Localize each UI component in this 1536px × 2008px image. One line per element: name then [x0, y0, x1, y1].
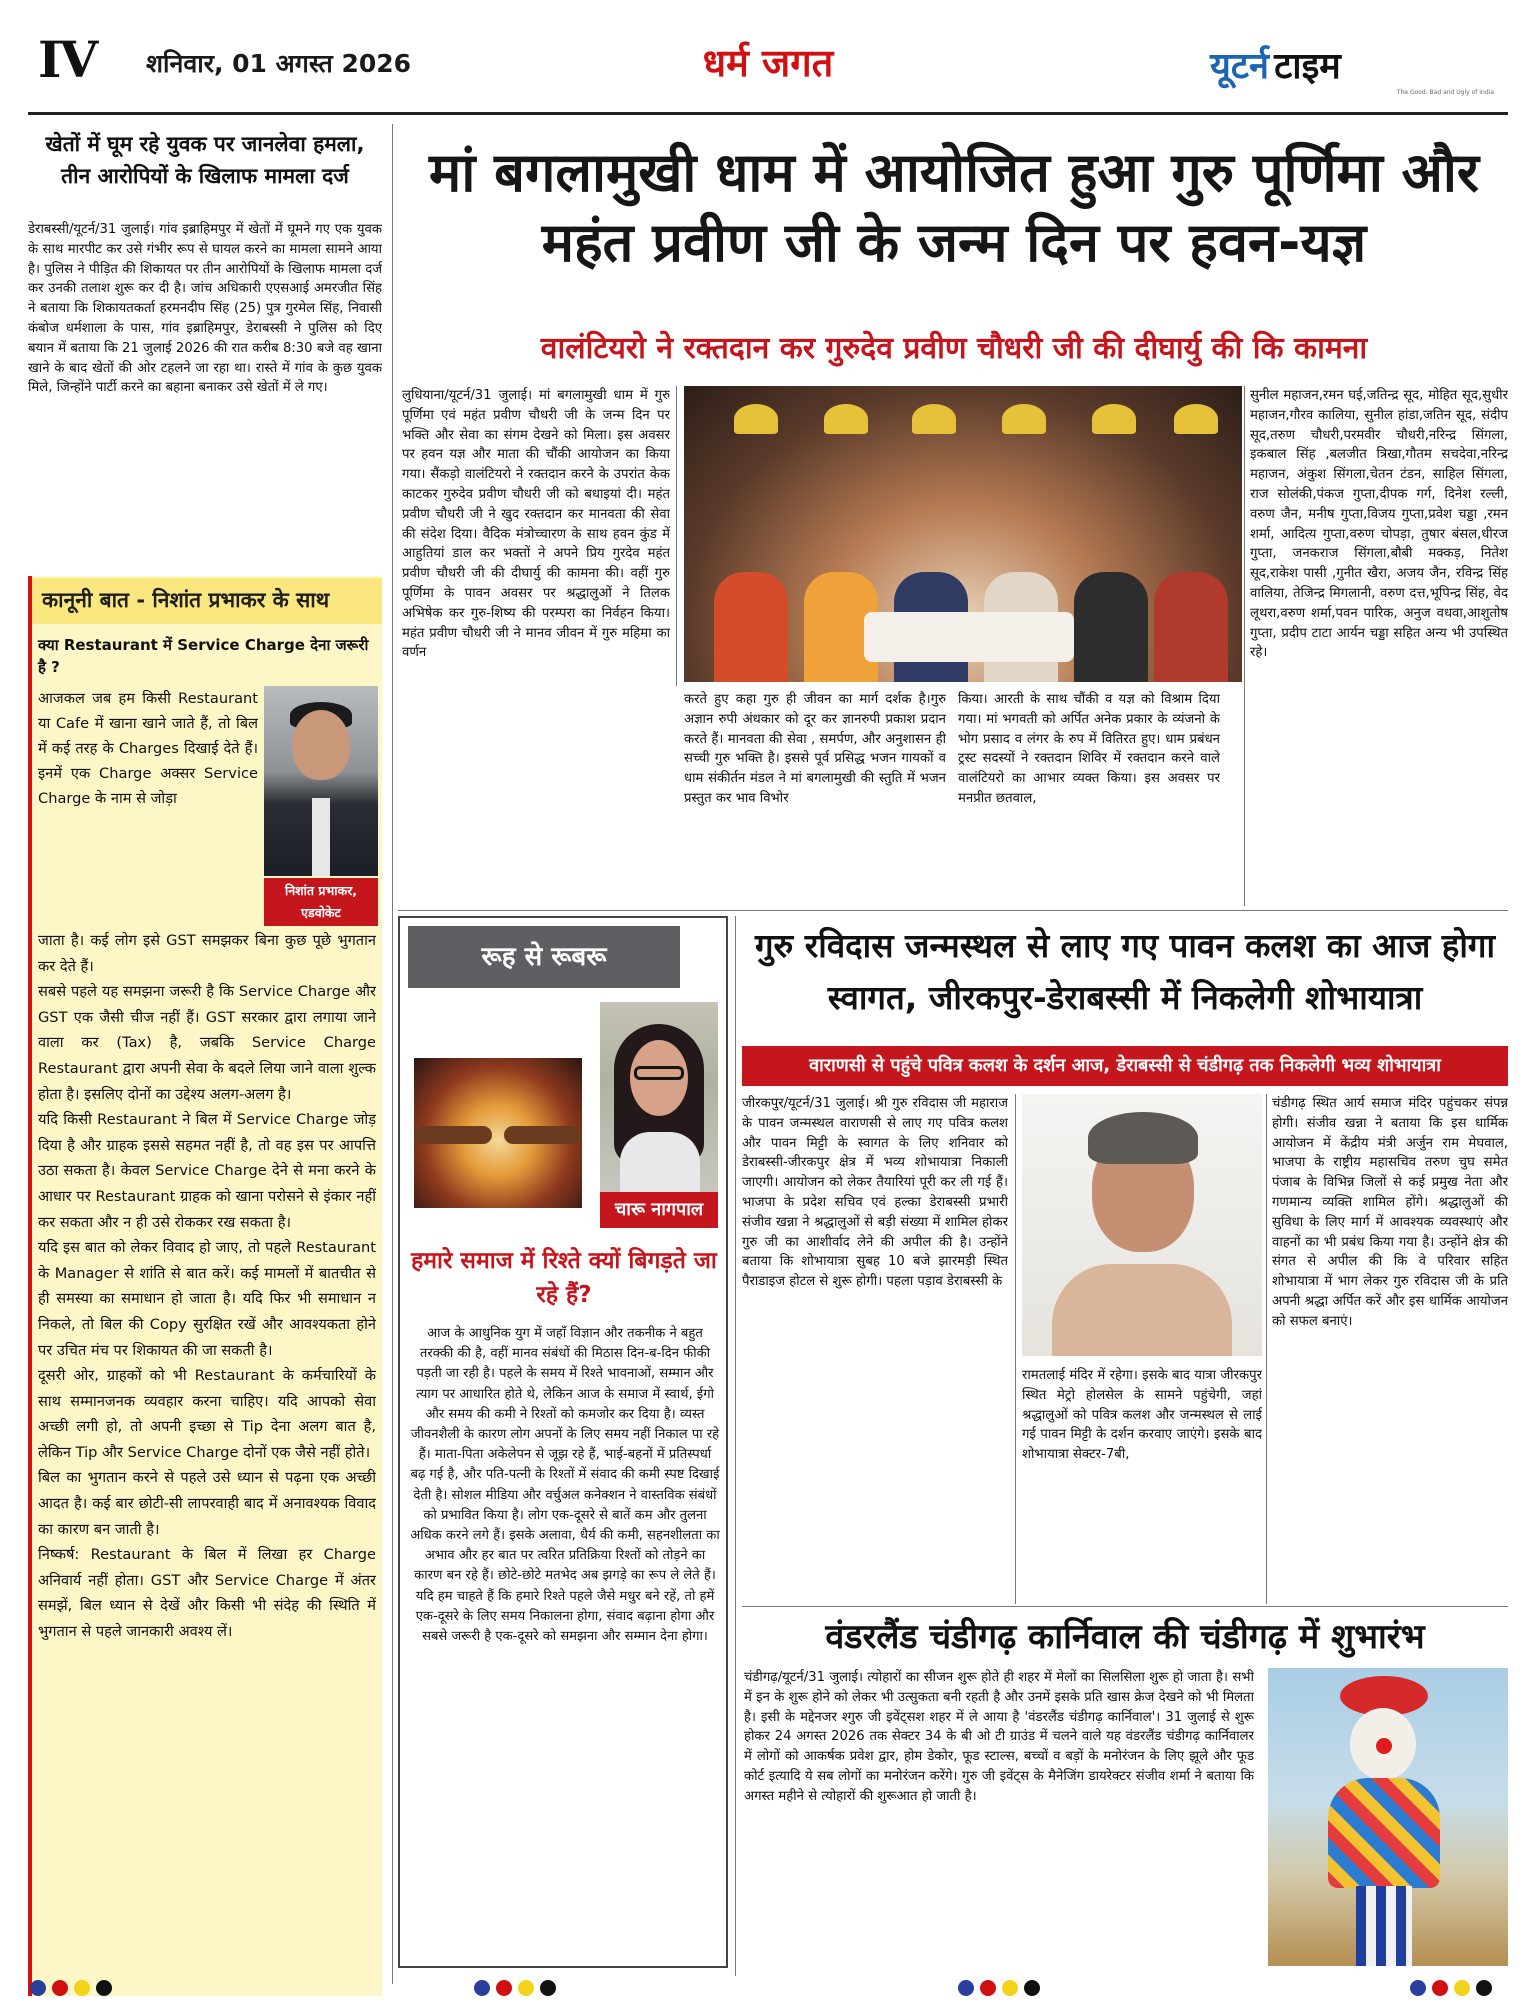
columnist-photo: [600, 1002, 718, 1198]
author-caption: निशांत प्रभाकर, एडवोकेट: [264, 878, 378, 926]
registration-dot: [518, 1980, 534, 1996]
sanjeev-khanna-photo: [1022, 1094, 1262, 1356]
newspaper-logo: [1210, 40, 1498, 96]
opinion-title: हमारे समाज में रिश्ते क्यों बिगड़ते जा रहे हैं?: [411, 1248, 717, 1308]
wonderland-headline: वंडरलैंड चंडीगढ़ कार्निवाल की चंडीगढ़ में शुभारंभ: [825, 1617, 1425, 1657]
column-divider: [1244, 386, 1245, 906]
section-divider: [742, 1606, 1508, 1607]
column-divider: [1015, 1094, 1016, 1604]
ravidas-body-col1: जीरकपुर/यूटर्न/31 जुलाई। श्री गुरु रविदास जी महाराज के पावन जन्मस्थल वाराणसी से लाए गए पवित्र कलश और पावन मिट्टी के स्वागत के लिए शनिवार को डेराबस्सी-जीरकपुर क्षेत्र में भव्य शोभायात्रा निकाली जाएगी। आयोजन को लेकर तैयारियां पूरी कर ली गई हैं। भाजपा के प्रदेश सचिव एवं हल्का डेराबस्सी प्रभारी संजीव खन्ना ने श्रद्धालुओं से बड़ी संख्या में शामिल होकर गुरु जी का आशीर्वाद लेने की अपील की है। उन्होंने बताया कि शोभायात्रा सुबह 10 बजे झारमड़ी स्थित पैराडाइज होटल से शुरू होगी। पहला पड़ाव डेराबस्सी के: [742, 1096, 1008, 1290]
registration-dot: [980, 1980, 996, 1996]
column-divider: [392, 124, 393, 1984]
registration-marks-far-right: [1410, 1980, 1492, 1996]
page-number: IV: [38, 30, 97, 89]
column-divider: [676, 386, 677, 686]
legal-para: जाता है। कई लोग इसे GST समझकर बिना कुछ पूछे भुगतान कर देते हैं।: [38, 932, 376, 975]
legal-para: बिल का भुगतान करने से पहले उसे ध्यान से पढ़ना एक अच्छी आदत है। कई बार छोटी-सी लापरवाही बाद में अनावश्यक विवाद का कारण बन जाती है।: [38, 1469, 376, 1538]
registration-dot: [1002, 1980, 1018, 1996]
registration-dot: [958, 1980, 974, 1996]
registration-dot: [1024, 1980, 1040, 1996]
ravidas-body-col3: चंडीगढ़ स्थित आर्य समाज मंदिर पहुंचकर संपन्न होगी। संजीव खन्ना ने बताया कि इस धार्मिक आयोजन में केंद्रीय मंत्री अर्जुन राम मेघवाल, भाजपा के राष्ट्रीय महासचिव तरुण चुघ समेत पंजाब के विभिन्न जिलों से कई प्रमुख नेता और गणमान्य व्यक्ति शामिल होंगे। श्रद्धालुओं की सुविधा के लिए मार्ग में आवश्यक व्यवस्थाएं और वाहनों का भी प्रबंध किया गया है। उन्होंने क्षेत्र की संगत से अपील की कि वे परिवार सहित शोभायात्रा में भाग लेकर गुरु रविदास जी के प्रति अपनी श्रद्धा अर्पित करें और इस धार्मिक आयोजन को सफल बनाएं।: [1272, 1096, 1508, 1329]
registration-marks-center: [474, 1980, 556, 1996]
registration-dot: [74, 1980, 90, 1996]
ravidas-subheadline: वाराणसी से पहुंचे पवित्र कलश के दर्शन आज, डेराबस्सी से चंडीगढ़ तक निकलेगी भव्य शोभायात्रा: [742, 1046, 1508, 1086]
legal-question: क्या Restaurant में Service Charge देना जरूरी है ?: [38, 636, 369, 676]
main-subheadline: वालंटियरो ने रक्तदान कर गुरुदेव प्रवीण चौधरी जी की दीघार्यु की कि कामना: [540, 331, 1368, 366]
registration-dot: [1410, 1980, 1426, 1996]
columnist-name: चारू नागपाल: [600, 1192, 718, 1228]
registration-dot: [96, 1980, 112, 1996]
clown-photo: [1268, 1668, 1508, 1966]
legal-para: सबसे पहले यह समझना जरूरी है कि Service Charge और GST एक जैसी चीज नहीं हैं। GST सरकार द्वारा लगाया जाने वाला कर (Tax) है, जबकि Service Charge Restaurant द्वारा अपनी सेवा के बदले लिया जाने वाला शुल्क होता है। इसलिए दोनों का उद्देश्य अलग-अलग है।: [38, 983, 376, 1103]
legal-column-title: कानूनी बात - निशांत प्रभाकर के साथ: [32, 578, 382, 624]
left-story-headline: खेतों में घूम रहे युवक पर जानलेवा हमला, तीन आरोपियों के खिलाफ मामला दर्ज: [45, 132, 365, 188]
legal-intro: आजकल जब हम किसी Restaurant या Cafe में खाना खाने जाते हैं, तो बिल में कई तरह के Charges दिखाई देते हैं। इनमें एक Charge अक्सर Service Charge के नाम से जोड़ा: [38, 690, 258, 807]
main-body-col2: करते हुए कहा गुरु ही जीवन का मार्ग दर्शक है।गुरु अज्ञान रुपी अंधकार को दूर कर ज्ञानरुपी प्रकाश प्रदान करते हैं। मानवता की सेवा , समर्पण, और अनुशासन ही सच्ची गुरु भक्ति है। इससे पूर्व प्रसिद्ध भजन गायकों व धाम संकीर्तन मंडल ने मां बगलामुखी की स्तुति में भजन प्रस्तुत कर भाव विभोर: [684, 692, 946, 806]
registration-dot: [52, 1980, 68, 1996]
main-body-col4: सुनील महाजन,रमन घई,जतिन्द्र सूद, मोहित सूद,सुधीर महाजन,गौरव कालिया, सुनील हांडा,जतिन सूद, संदीप सूद,तरुण चौधरी,परमवीर चौधरी,नरिन्द्र सिंगला, इकबाल सिंह ,बलजीत त्रिखा,गौतम सचदेवा,नरिन्द्र महाजन, अंकुश सिंगला,चेतन टंडन, साहिल सिंगला, राज सोलंकी,पंकज गुप्ता,दीपक गर्ग, दिनेश रल्ली, वरुण जैन, मनीष गुप्ता,विजय गुप्ता,प्रवेश चड्डा ,रमन शर्मा, आदित्य गुप्ता,वरुण चोपड़ा, तुषार बंसल,धीरज गुप्ता, जनकराज सिंगला,बौबी मक्कड़, नितेश सूद,राकेश पासी ,गुनीत खैरा, अजय जैन, रविन्द्र सिंह वालिया, तेजिन्द्र मिगलानी, वरुण दत्त,भूपिन्द्र सिंह, वेद लूथरा,वरुण शर्मा,पवन पारिक, अनुज वधवा,आशुतोष गुप्ता, प्रदीप टाटा आर्यन चड्डा सहित अन्य भी उपस्थित रहे।: [1250, 388, 1508, 661]
ravidas-headline: गुरु रविदास जन्मस्थल से लाए गए पावन कलश का आज होगा स्वागत, जीरकपुर-डेराबस्सी में निकलेगी शोभायात्रा: [754, 926, 1496, 1017]
logo-word-2: टाइम: [1274, 46, 1341, 87]
main-body-col3: किया। आरती के साथ चौंकी व यज्ञ को विश्राम दिया गया। मां भगवती को अर्पित अनेक प्रकार के व्यंजनो के भोग प्रसाद व लंगर के रुप में वितिरत हुए। धाम प्रबंधन ट्रस्ट सदस्यों ने रक्तदान शिविर में रक्तदान करने वाले वालंटियरो का आभार व्यक्त किया। इस अवसर पर मनप्रीत छतवाल,: [958, 692, 1220, 806]
registration-dot: [496, 1980, 512, 1996]
legal-para: यदि इस बात को लेकर विवाद हो जाए, तो पहले Restaurant के Manager से शांति से बात करें। कई मामलों में बातचीत से ही समस्या का समाधान हो जाता है। यदि फिर भी समाधान न निकले, तो बिल की Copy सुरक्षित रखें और आवश्यकता होने पर उचित मंच पर शिकायत की जा सकती है।: [38, 1239, 376, 1359]
main-headline: मां बगलामुखी धाम में आयोजित हुआ गुरु पूर्णिमा और महंत प्रवीण जी के जन्म दिन पर हवन-यज्ञ: [429, 141, 1479, 274]
wonderland-body: चंडीगढ़/यूटर्न/31 जुलाई। त्योहारों का सीजन शुरू होते ही शहर में मेलों का सिलसिला शुरू हो जाता है। सभी में इन के शुरू होने को लेकर भी उत्सुकता बनी रहती है और उनमें इसके प्रति खास क्रेज देखने को भी मिलता है। इसी के मद्देनजर श्गुरु जी इवेंट्सश शहर में ले आया है 'वंडरलैंड चंडीगढ़ कार्निवाल'। 31 जुलाई से शुरू होकर 24 अगस्त 2026 तक सेक्टर 34 के बी ओ टी ग्राउंड में चलने वाले यह वंडरलैंड चंडीगढ़ कार्निवालर में लोगों को आकर्षक प्रवेश द्वार, होम डेकोर, फूड स्टाल्स, बच्चों व बड़ों के मनोरंजन के लिए झूले और फूड कोर्ट इत्यादि ये सब लोगों का मनोरंजन करेंगे। गुरु जी इवेंट्स के मैनेजिंग डायरेक्टर संजीव शर्मा ने बताया कि अगस्त महीने से त्योहारों की शुरूआत हो जाती है।: [744, 1670, 1254, 1804]
registration-dot: [1454, 1980, 1470, 1996]
section-title: धर्म जगत: [702, 41, 834, 85]
ravidas-body-col2: रामतलाई मंदिर में रहेगा। इसके बाद यात्रा जीरकपुर स्थित मेट्रो होलसेल के सामने पहुंचेगी, जहां श्रद्धालुओं को पवित्र कलश और जन्मस्थल से लाई गई पावन मिट्टी के दर्शन करवाए जाएंगे। इसके बाद शोभायात्रा सेक्टर-7बी,: [1022, 1368, 1262, 1463]
opinion-column-header: रूह से रूबरू: [408, 926, 680, 988]
opinion-body: आज के आधुनिक युग में जहाँ विज्ञान और तकनीक ने बहुत तरक्की की है, वहीं मानव संबंधों की मिठास दिन-ब-दिन फीकी पड़ती जा रही है। पहले के समय में रिश्ते भावनाओं, सम्मान और त्याग पर आधारित होते थे, लेकिन आज के समाज में स्वार्थ, ईगो और समय की कमी ने रिश्तों को कमजोर कर दिया है। व्यस्त जीवनशैली के कारण लोग अपनों के लिए समय नहीं निकाल पा रहे हैं। माता-पिता अकेलेपन से जूझ रहे हैं, भाई-बहनों में प्रतिस्पर्धा बढ़ गई है, और पति-पत्नी के रिश्तों में संवाद की कमी स्पष्ट दिखाई देती है। सोशल मीडिया और वर्चुअल कनेक्शन ने वास्तविक संबंधों को प्रभावित किया है। लोग एक-दूसरे से बातें कम और तुलना अधिक करने लगे हैं। इसके अलावा, धैर्य की कमी, सहनशीलता का अभाव और हर बात पर त्वरित प्रतिक्रिया रिश्तों को तोड़ने का कारण बन रहे हैं। छोटे-छोटे मतभेद अब झगड़े का रूप ले लेते हैं। यदि हम चाहते हैं कि हमारे रिश्ते पहले जैसे मधुर बने रहें, तो हमें एक-दूसरे के लिए समय निकालना होगा, संवाद बढ़ाना होगा और सबसे जरूरी है एक-दूसरे को समझना और सम्मान देना होगा।: [410, 1326, 720, 1645]
registration-dot: [30, 1980, 46, 1996]
registration-dot: [1476, 1980, 1492, 1996]
registration-dot: [1432, 1980, 1448, 1996]
legal-para: यदि किसी Restaurant ने बिल में Service Charge जोड़ दिया है और ग्राहक इससे सहमत नहीं है, तो वह इस पर आपत्ति उठा सकता है। केवल Service Charge देने से मना करने के आधार पर Restaurant ग्राहक को खाना परोसने से इंकार नहीं कर सकता और न ही उसे रोककर रख सकता है।: [38, 1111, 376, 1231]
logo-word-1: यूटर्न: [1210, 46, 1270, 87]
column-divider: [735, 916, 736, 1976]
legal-para: निष्कर्ष: Restaurant के बिल में लिखा हर Charge अनिवार्य नहीं होता। GST और Service Charge में अंतर समझें, बिल ध्यान से देखें और किसी भी संदेह की स्थिति में भुगतान से पहले जानकारी अवश्य लें।: [38, 1546, 376, 1641]
left-story-body: डेराबस्सी/यूटर्न/31 जुलाई। गांव इब्राहिमपुर में खेतों में घूमने गए एक युवक के साथ मारपीट कर उसे गंभीर रूप से घायल करने का मामला सामने आया है। पुलिस ने पीड़ित की शिकायत पर तीन आरोपियों के खिलाफ मामला दर्ज कर उनकी तलाश शुरू कर दी है। जांच अधिकारी एएसआई अमरजीत सिंह ने बताया कि शिकायतकर्ता हरमनदीप सिंह (25) पुत्र गुरमेल सिंह, निवासी कंबोज धर्मशाला के पास, गांव इब्राहिमपुर, डेराबस्सी ने पुलिस को दिए बयान में बताया कि 21 जुलाई 2026 की रात करीब 8:30 बजे वह खाना खाने के बाद खेतों की ओर टहलने जा रहा था। रास्ते में गांव के कुछ युवक मिले, जिन्होंने पार्टी करने का बहाना बनाकर उसे खेतों में ले गए।: [28, 222, 382, 396]
header-rule: [28, 112, 1508, 115]
registration-marks-right: [958, 1980, 1040, 1996]
registration-dot: [474, 1980, 490, 1996]
legal-para: दूसरी ओर, ग्राहकों को भी Restaurant के कर्मचारियों के साथ सम्मानजनक व्यवहार करना चाहिए। यदि आपको सेवा अच्छी लगी हो, तो अपनी इच्छा से Tip देना अलग बात है, लेकिन Tip और Service Charge दोनों एक जैसे नहीं होते।: [38, 1367, 376, 1461]
legal-body: [38, 928, 376, 1968]
logo-tagline: The Good, Bad and Ugly of India: [1396, 89, 1494, 96]
section-divider: [398, 910, 1508, 911]
column-divider: [1266, 1094, 1267, 1604]
issue-date: शनिवार, 01 अगस्त 2026: [146, 49, 412, 78]
registration-marks-left: [30, 1980, 112, 1996]
main-body-col1: लुधियाना/यूटर्न/31 जुलाई। मां बगलामुखी धाम में गुरु पूर्णिमा एवं महंत प्रवीण चौधरी जी के जन्म दिन पर भक्ति और सेवा का संगम देखने को मिला। इस अवसर पर हवन यज्ञ और माता की चौंकी आयोजन का किया गया। सैंकड़ो वालंटियरो ने रक्तदान करने के उपरांत केक काटकर गुरुदेव प्रवीण चौधरी जी को बधाइयां दी। महंत प्रवीण चौधरी जी ने खुद रक्तदान कर मानवता की सेवा की संदेश दिया। वैदिक मंत्रोच्चारण के साथ हवन कुंड में आहुतियां डाल कर भक्तों ने अपने प्रिय गुरदेव महंत प्रवीण चौधरी जी की दीघार्यु की कामना की। वहीं गुरु पूर्णिमा के पावन अवसर पर श्रद्धालुओं ने तिलक अभिषेक कर गुरु-शिष्य की परम्परा का निर्वहन किया। महंत प्रवीण चौधरी जी ने मानव जीवन में गुरु महिमा का वर्णन: [402, 388, 670, 661]
broken-rope-illustration: [414, 1058, 582, 1208]
author-photo: [264, 686, 378, 876]
registration-dot: [540, 1980, 556, 1996]
havan-event-photo: [684, 386, 1242, 682]
